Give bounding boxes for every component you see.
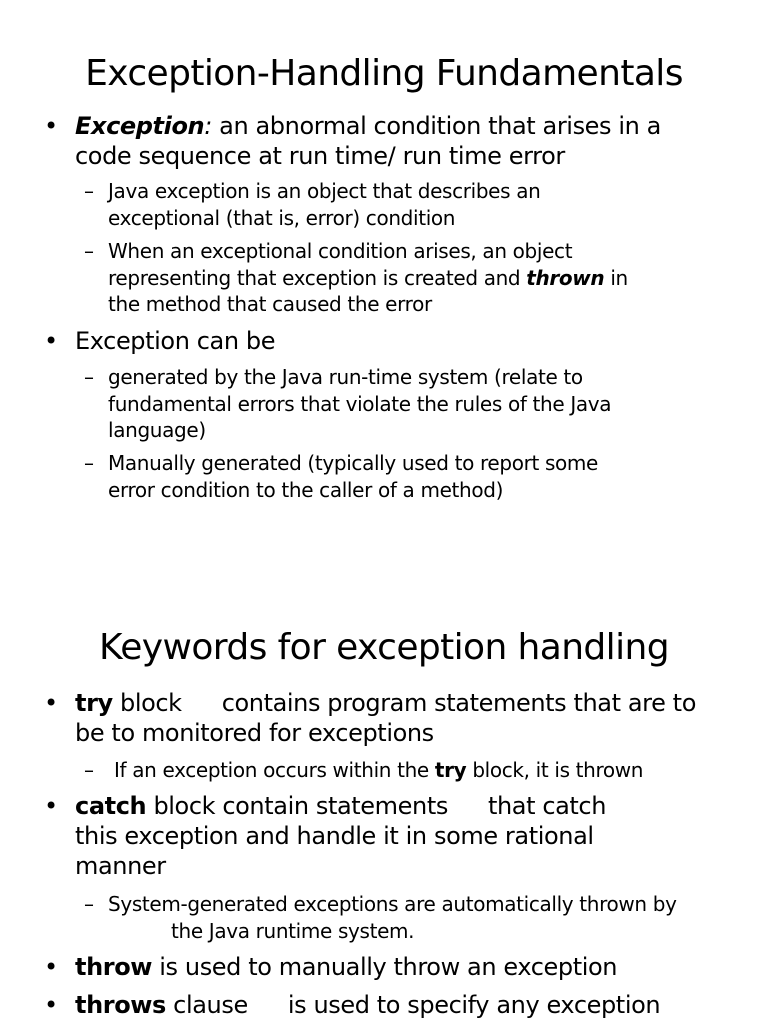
sub-bullet-exceptional-condition (84, 238, 628, 318)
sub-bullet-manually-generated (84, 450, 598, 503)
bullet-exception-definition (44, 111, 661, 171)
text: the Java runtime system. (171, 918, 415, 943)
bullet-line: manner (75, 852, 166, 880)
colon: : (204, 112, 212, 140)
bullet-line: code sequence at run time/ run time error (75, 142, 565, 170)
text: block contain statements (146, 792, 448, 820)
bullet-throws (44, 990, 661, 1020)
sub-line: fundamental errors that violate the rules of the Java (108, 391, 612, 416)
text: block (112, 689, 182, 717)
bullet-line (75, 688, 696, 718)
text: is used to manually throw an exception (152, 953, 618, 981)
keyword-throws: throws (75, 991, 166, 1019)
sub-line (114, 757, 643, 784)
sub-line: generated by the Java run-time system (relate to (108, 365, 583, 389)
slide-title-exception-handling: Exception-Handling Fundamentals (85, 53, 683, 94)
bullet-line: Exception can be (75, 327, 276, 355)
bullet-line: be to monitored for exceptions (75, 719, 434, 747)
text: an abnormal condition that arises in a (211, 112, 661, 140)
sub-line: System-generated exceptions are automatically thrown by (108, 892, 677, 916)
dash-marker: – (84, 365, 94, 389)
keyword-try: try (434, 758, 467, 782)
sub-bullet-java-exception-object (84, 178, 541, 231)
sub-line (108, 918, 677, 945)
sub-line: exceptional (that is, error) condition (108, 205, 456, 230)
sub-line: language) (108, 418, 206, 442)
sub-bullet-try-thrown (84, 757, 644, 784)
bullet-dot: • (44, 112, 58, 140)
sub-line: Manually generated (typically used to report some (108, 451, 598, 475)
text: block, it is thrown (466, 758, 644, 782)
dash-marker: – (84, 892, 94, 916)
sub-bullet-system-generated (84, 891, 677, 944)
term-exception: Exception (75, 112, 205, 140)
text: If an exception occurs within the (114, 758, 435, 782)
dash-marker: – (84, 179, 94, 203)
term-thrown: thrown (526, 265, 605, 290)
keyword-catch: catch (75, 792, 147, 820)
bullet-try-block (44, 688, 696, 748)
sub-line: error condition to the caller of a method) (108, 477, 504, 502)
bullet-dot: • (44, 953, 58, 981)
bullet-line (75, 111, 661, 141)
text: is used to specify any exception (287, 991, 661, 1019)
bullet-catch-block (44, 791, 607, 881)
sub-line (108, 265, 628, 292)
bullet-line (75, 952, 617, 982)
dash-marker: – (84, 758, 94, 782)
text: contains program statements that are to (221, 689, 696, 717)
text: in (604, 265, 628, 290)
bullet-exception-can-be (44, 326, 276, 356)
sub-line: When an exceptional condition arises, an object (108, 239, 573, 263)
keyword-try: try (75, 689, 113, 717)
text: representing that exception is created and (108, 265, 527, 290)
slide-title-keywords: Keywords for exception handling (99, 627, 669, 668)
text: clause (165, 991, 248, 1019)
keyword-throw: throw (75, 953, 153, 981)
text: that catch (487, 792, 607, 820)
bullet-dot: • (44, 689, 58, 717)
sub-line: the method that caused the error (108, 292, 432, 316)
bullet-line (75, 791, 606, 821)
sub-line: Java exception is an object that describes an (108, 179, 541, 203)
bullet-throw (44, 952, 618, 982)
bullet-line (75, 990, 660, 1020)
dash-marker: – (84, 451, 94, 475)
bullet-line: this exception and handle it in some rational (75, 822, 594, 850)
bullet-dot: • (44, 792, 58, 820)
bullet-dot: • (44, 327, 58, 355)
bullet-dot: • (44, 991, 58, 1019)
sub-bullet-generated-by-runtime (84, 364, 612, 444)
dash-marker: – (84, 239, 94, 263)
